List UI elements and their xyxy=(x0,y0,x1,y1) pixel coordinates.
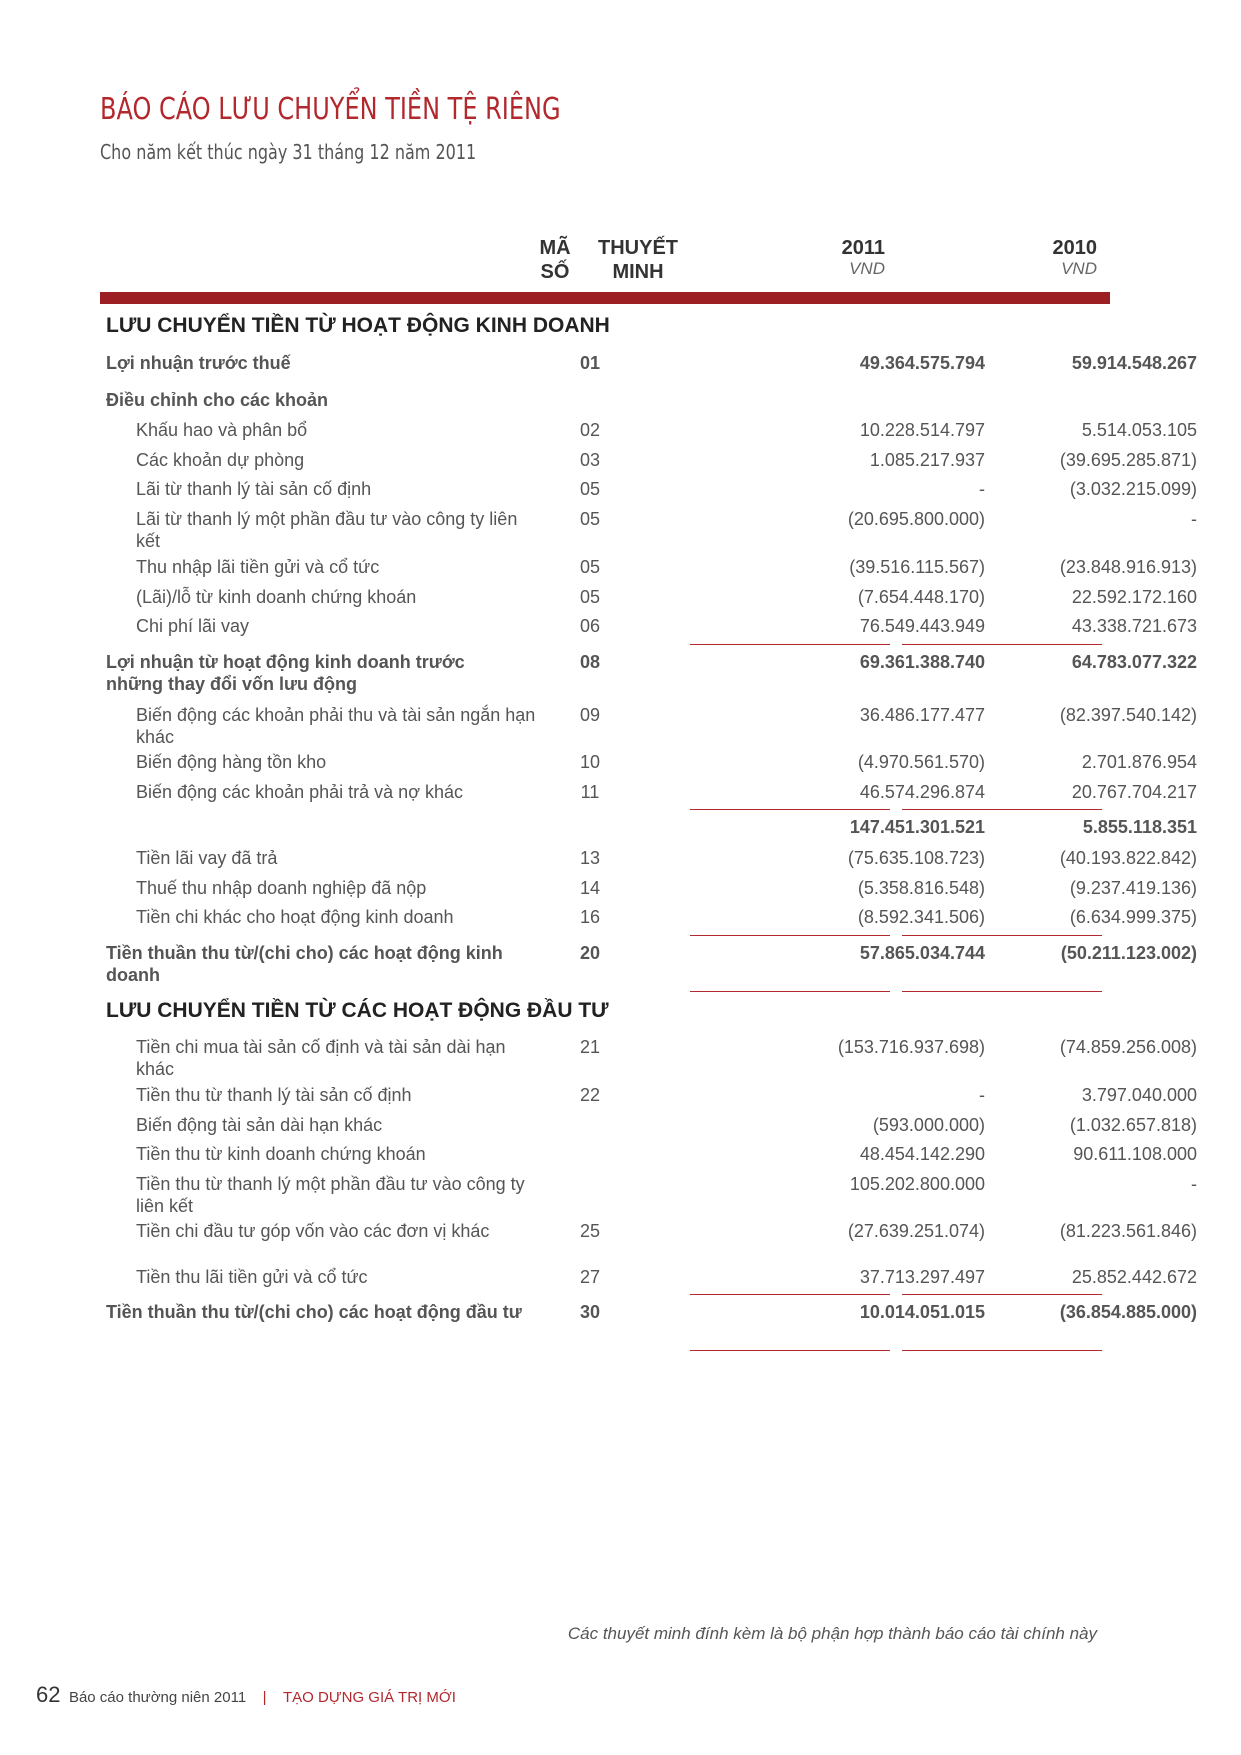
row-label: Biến động hàng tồn kho xyxy=(136,752,327,772)
row-value-2011: 37.713.297.497 xyxy=(859,1267,985,1287)
table-row xyxy=(100,586,1197,616)
table-row xyxy=(100,1143,1197,1173)
table-row xyxy=(100,1266,1197,1296)
row-value-2010: (81.223.561.846) xyxy=(1059,1221,1197,1241)
page-number: 62 xyxy=(36,1682,61,1707)
total-underline xyxy=(902,1350,1102,1351)
row-code: 20 xyxy=(579,943,601,963)
row-value-2010: (3.032.215.099) xyxy=(1069,479,1197,499)
table-row xyxy=(100,847,1197,877)
row-label: Tiền thu từ kinh doanh chứng khoán xyxy=(136,1144,426,1164)
row-value-2010: 3.797.040.000 xyxy=(1081,1085,1197,1105)
row-value-2011: 48.454.142.290 xyxy=(859,1144,985,1164)
row-label: Tiền lãi vay đã trả xyxy=(136,848,278,868)
total-underline xyxy=(690,991,890,992)
row-value-2011: - xyxy=(979,479,985,499)
row-code: 05 xyxy=(579,509,601,529)
note-header xyxy=(588,236,688,284)
row-value-2011: 1.085.217.937 xyxy=(869,450,985,470)
row-value-2010: (40.193.822.842) xyxy=(1059,848,1197,868)
subtotal-underline xyxy=(690,1294,890,1295)
row-value-2011: (4.970.561.570) xyxy=(857,752,985,772)
page-subtitle: Cho năm kết thúc ngày 31 tháng 12 năm 2011 xyxy=(100,140,477,164)
row-value-2010: (74.859.256.008) xyxy=(1059,1037,1197,1057)
page-title: BÁO CÁO LƯU CHUYỂN TIỀN TỆ RIÊNG xyxy=(100,92,561,127)
row-label: Thu nhập lãi tiền gửi và cổ tức xyxy=(136,557,380,577)
row-value-2011: (39.516.115.567) xyxy=(849,557,985,577)
table-row xyxy=(100,1173,1197,1219)
year-2010-header: 2010 xyxy=(1052,237,1097,259)
row-label: Tiền thu lãi tiền gửi và cổ tức xyxy=(136,1267,368,1287)
row-value-2010: 64.783.077.322 xyxy=(1071,652,1197,672)
footer-slogan: TẠO DỰNG GIÁ TRỊ MỚI xyxy=(282,1689,456,1706)
row-value-2011: 46.574.296.874 xyxy=(859,782,985,802)
row-code: 25 xyxy=(579,1221,601,1241)
row-label: Các khoản dự phòng xyxy=(136,450,305,470)
table-row xyxy=(100,816,1197,846)
row-label: Tiền thuần thu từ/(chi cho) các hoạt động kinh doanh xyxy=(106,943,503,985)
row-code: 14 xyxy=(579,878,601,898)
row-value-2010: (1.032.657.818) xyxy=(1069,1115,1197,1135)
row-value-2010: (9.237.419.136) xyxy=(1069,878,1197,898)
row-value-2011: 10.014.051.015 xyxy=(859,1302,985,1322)
year-2011-header: 2011 xyxy=(841,237,885,259)
table-row xyxy=(100,906,1197,936)
row-value-2010: - xyxy=(1191,509,1197,529)
section-heading-operating xyxy=(100,315,1110,345)
subtotal-underline xyxy=(902,809,1102,810)
code-header-line2: SỐ xyxy=(540,261,570,283)
row-value-2010: (82.397.540.142) xyxy=(1059,705,1197,725)
table-row xyxy=(100,1036,1197,1082)
table-row xyxy=(100,781,1197,811)
row-value-2011: 76.549.443.949 xyxy=(859,616,985,636)
row-code: 03 xyxy=(579,450,601,470)
row-label: Lãi từ thanh lý một phần đầu tư vào công ty liên kết xyxy=(136,509,518,551)
table-row xyxy=(100,352,1197,382)
row-value-2011: 36.486.177.477 xyxy=(859,705,985,725)
table-row xyxy=(100,508,1197,554)
row-value-2010: - xyxy=(1191,1174,1197,1194)
row-value-2011: 49.364.575.794 xyxy=(859,353,985,373)
row-label: Thuế thu nhập doanh nghiệp đã nộp xyxy=(136,878,427,898)
row-value-2010: 2.701.876.954 xyxy=(1081,752,1197,772)
row-value-2010: 5.855.118.351 xyxy=(1082,817,1197,837)
table-row xyxy=(100,1220,1197,1266)
row-label: Tiền chi khác cho hoạt động kinh doanh xyxy=(136,907,454,927)
code-header-line1: MÃ xyxy=(539,237,571,259)
row-label: Tiền thu từ thanh lý tài sản cố định xyxy=(136,1085,412,1105)
row-value-2011: (593.000.000) xyxy=(872,1115,985,1135)
row-value-2010: (39.695.285.871) xyxy=(1059,450,1197,470)
row-value-2011: (153.716.937.698) xyxy=(837,1037,985,1057)
row-value-2010: (36.854.885.000) xyxy=(1059,1302,1197,1322)
row-value-2010: (23.848.916.913) xyxy=(1059,557,1197,577)
row-value-2010: (50.211.123.002) xyxy=(1060,943,1197,963)
row-value-2010: 90.611.108.000 xyxy=(1073,1144,1197,1164)
subtotal-underline xyxy=(690,644,890,645)
table-row xyxy=(100,556,1197,586)
row-value-2011: (27.639.251.074) xyxy=(847,1221,985,1241)
row-code: 16 xyxy=(579,907,601,927)
row-label: Biến động các khoản phải trả và nợ khác xyxy=(136,782,464,802)
subtotal-underline xyxy=(690,935,890,936)
row-value-2011: (20.695.800.000) xyxy=(847,509,985,529)
table-row xyxy=(100,1084,1197,1114)
row-value-2011: (5.358.816.548) xyxy=(857,878,985,898)
row-label: Tiền chi đầu tư góp vốn vào các đơn vị khác xyxy=(136,1221,490,1241)
row-code: 02 xyxy=(579,420,601,440)
row-label: LƯU CHUYỂN TIỀN TỪ HOẠT ĐỘNG KINH DOANH xyxy=(106,314,610,337)
subtotal-underline xyxy=(902,1294,1102,1295)
note-header-line2: MINH xyxy=(612,261,664,283)
row-code: 10 xyxy=(579,752,601,772)
row-label: LƯU CHUYỂN TIỀN TỪ CÁC HOẠT ĐỘNG ĐẦU TƯ xyxy=(106,999,609,1022)
row-value-2010: 59.914.548.267 xyxy=(1071,353,1197,373)
footnote: Các thuyết minh đính kèm là bộ phận hợp thành báo cáo tài chính này xyxy=(567,1624,1097,1643)
row-label: Điều chỉnh cho các khoản xyxy=(106,390,329,410)
row-value-2011: 69.361.388.740 xyxy=(859,652,985,672)
subtotal-underline xyxy=(902,644,1102,645)
total-underline xyxy=(690,1350,890,1351)
row-value-2010: 20.767.704.217 xyxy=(1071,782,1197,802)
row-code: 05 xyxy=(579,479,601,499)
table-row xyxy=(100,1301,1197,1347)
table-row xyxy=(100,1114,1197,1144)
row-label: (Lãi)/lỗ từ kinh doanh chứng khoán xyxy=(136,587,417,607)
row-code: 21 xyxy=(579,1037,601,1057)
row-value-2011: 105.202.800.000 xyxy=(849,1174,985,1194)
row-code: 30 xyxy=(579,1302,601,1322)
row-value-2010: 43.338.721.673 xyxy=(1071,616,1197,636)
table-row xyxy=(100,449,1197,479)
footer-separator: | xyxy=(262,1689,267,1706)
table-row xyxy=(100,478,1197,508)
year-2011-unit: VND xyxy=(849,259,885,278)
row-value-2011: (75.635.108.723) xyxy=(847,848,985,868)
row-value-2011: (8.592.341.506) xyxy=(857,907,985,927)
row-code: 08 xyxy=(579,652,601,672)
row-value-2010: 22.592.172.160 xyxy=(1071,587,1197,607)
row-code: 11 xyxy=(580,782,600,802)
row-value-2011: - xyxy=(979,1085,985,1105)
subtotal-underline xyxy=(690,809,890,810)
row-code: 27 xyxy=(579,1267,601,1287)
table-row xyxy=(100,651,1197,697)
row-value-2011: 147.451.301.521 xyxy=(849,817,985,837)
report-name: Báo cáo thường niên 2011 xyxy=(68,1689,247,1706)
table-row xyxy=(100,942,1197,988)
row-code: 13 xyxy=(579,848,601,868)
table-row xyxy=(100,615,1197,645)
row-value-2010: (6.634.999.375) xyxy=(1069,907,1197,927)
table-row xyxy=(100,419,1197,449)
page-footer xyxy=(36,1682,456,1708)
table-row xyxy=(100,389,1110,419)
row-value-2010: 25.852.442.672 xyxy=(1071,1267,1197,1287)
row-label: Lãi từ thanh lý tài sản cố định xyxy=(136,479,372,499)
row-code: 06 xyxy=(579,616,601,636)
row-label: Lợi nhuận từ hoạt động kinh doanh trước những thay đổi vốn lưu động xyxy=(106,652,465,694)
header-divider-bar xyxy=(100,292,1110,304)
row-value-2011: (7.654.448.170) xyxy=(857,587,985,607)
row-value-2011: 10.228.514.797 xyxy=(859,420,985,440)
row-code: 01 xyxy=(579,353,601,373)
note-header-line1: THUYẾT xyxy=(598,237,678,259)
row-label: Khấu hao và phân bổ xyxy=(136,420,308,440)
section-heading-investing xyxy=(100,1000,1110,1030)
total-underline xyxy=(902,991,1102,992)
row-label: Tiền chi mua tài sản cố định và tài sản dài hạn khác xyxy=(136,1037,506,1079)
row-label: Biến động các khoản phải thu và tài sản ngắn hạn khác xyxy=(136,705,536,747)
row-value-2010: 5.514.053.105 xyxy=(1081,420,1197,440)
table-row xyxy=(100,704,1197,750)
row-code: 05 xyxy=(579,557,601,577)
subtotal-underline xyxy=(902,935,1102,936)
row-value-2011: 57.865.034.744 xyxy=(859,943,985,963)
code-header xyxy=(530,236,580,284)
year-2010-unit: VND xyxy=(1061,259,1097,278)
row-code: 09 xyxy=(579,705,601,725)
table-row xyxy=(100,877,1197,907)
row-label: Tiền thu từ thanh lý một phần đầu tư vào công ty liên kết xyxy=(136,1174,525,1216)
row-label: Chi phí lãi vay xyxy=(136,616,250,636)
row-label: Tiền thuần thu từ/(chi cho) các hoạt động đầu tư xyxy=(106,1302,522,1322)
row-code: 05 xyxy=(579,587,601,607)
row-label: Lợi nhuận trước thuế xyxy=(106,353,291,373)
row-code: 22 xyxy=(579,1085,601,1105)
row-label: Biến động tài sản dài hạn khác xyxy=(136,1115,383,1135)
table-row xyxy=(100,751,1197,781)
